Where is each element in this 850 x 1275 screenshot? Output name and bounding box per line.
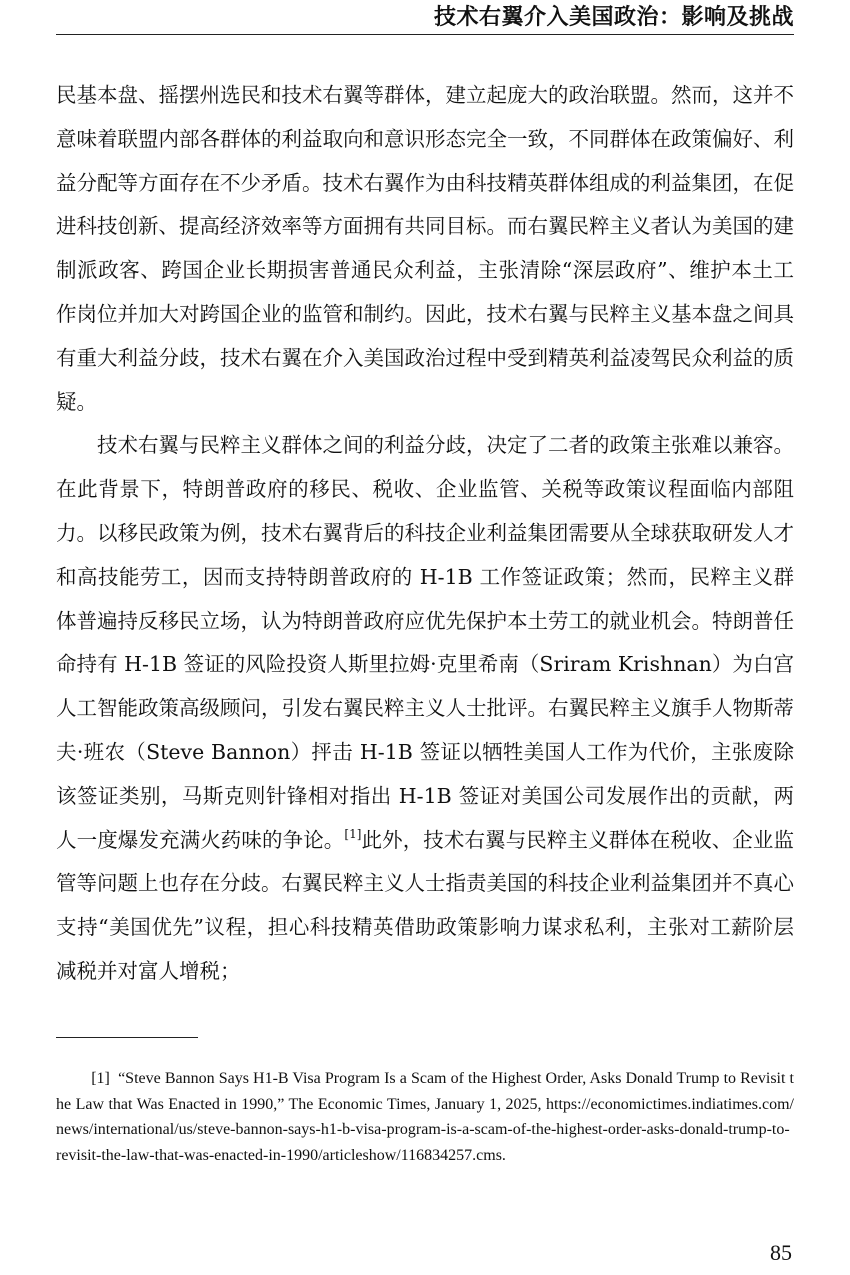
paragraph-tail-text: 此外，技术右翼与民粹主义群体在税收、企业监管等问题上也存在分歧。右翼民粹主义人士指责美国的科技企业利益集团并不真心支持“美国优先”议程，担心科技精英借助政策影响力谋求私利，主张对工薪阶层减税并对富人增税； xyxy=(56,827,795,983)
footnote-citation: “Steve Bannon Says H1-B Visa Program Is a Scam of the Highest Order, Asks Donald Trump to Revisit the Law that Was Enacted in 1990,” The Economic Times, January 1, 2025, https://economictimes.indiatimes.com/news/international/us/steve-bannon-says-h1-b-visa-program-is-a-scam-of-the-highest-order-asks-donald-trump-to-revisit-the-law-that-was-enacted-in-1990/articleshow/116834257.cms. xyxy=(56,1070,795,1164)
footnote xyxy=(56,1066,794,1168)
paragraph-main-text: 技术右翼与民粹主义群体之间的利益分歧，决定了二者的政策主张难以兼容。在此背景下，特朗普政府的移民、税收、企业监管、关税等政策议程面临内部阻力。以移民政策为例，技术右翼背后的科技企业利益集团需要从全球获取研发人才和高技能劳工，因而支持特朗普政府的 H-1B 工作签证政策；然而，民粹主义群体普遍持反移民立场，认为特朗普政府应优先保护本土劳工的就业机会。特朗普任命持有 H-1B 签证的风险投资人斯里拉姆·克里希南（Sriram Krishnan）为白宫人工智能政策高级顾问，引发右翼民粹主义人士批评。右翼民粹主义旗手人物斯蒂夫·班农（Steve Bannon）抨击 H-1B 签证以牺牲美国人工作为代价，主张废除该签证类别，马斯克则针锋相对指出 H-1B 签证对美国公司发展作出的贡献，两人一度爆发充满火药味的争论。 xyxy=(56,433,794,852)
footnote-divider xyxy=(56,1037,198,1038)
running-header xyxy=(56,4,794,35)
footnote-reference[interactable]: [1] xyxy=(344,826,362,841)
paragraph-continued: 民基本盘、摇摆州选民和技术右翼等群体，建立起庞大的政治联盟。然而，这并不意味着联盟内部各群体的利益取向和意识形态完全一致，不同群体在政策偏好、利益分配等方面存在不少矛盾。技术右翼作为由科技精英群体组成的利益集团，在促进科技创新、提高经济效率等方面拥有共同目标。而右翼民粹主义者认为美国的建制派政客、跨国企业长期损害普通民众利益，主张清除“深层政府”、维护本土工作岗位并加大对跨国企业的监管和制约。因此，技术右翼与民粹主义基本盘之间具有重大利益分歧，技术右翼在介入美国政治过程中受到精英利益凌驾民众利益的质疑。 xyxy=(56,83,794,414)
page-number: 85 xyxy=(770,1240,792,1265)
paragraph-immigration xyxy=(56,424,794,993)
running-header-title: 技术右翼介入美国政治：影响及挑战 xyxy=(433,4,794,30)
footnote-marker: [1] xyxy=(91,1070,110,1087)
body-text xyxy=(56,74,794,994)
